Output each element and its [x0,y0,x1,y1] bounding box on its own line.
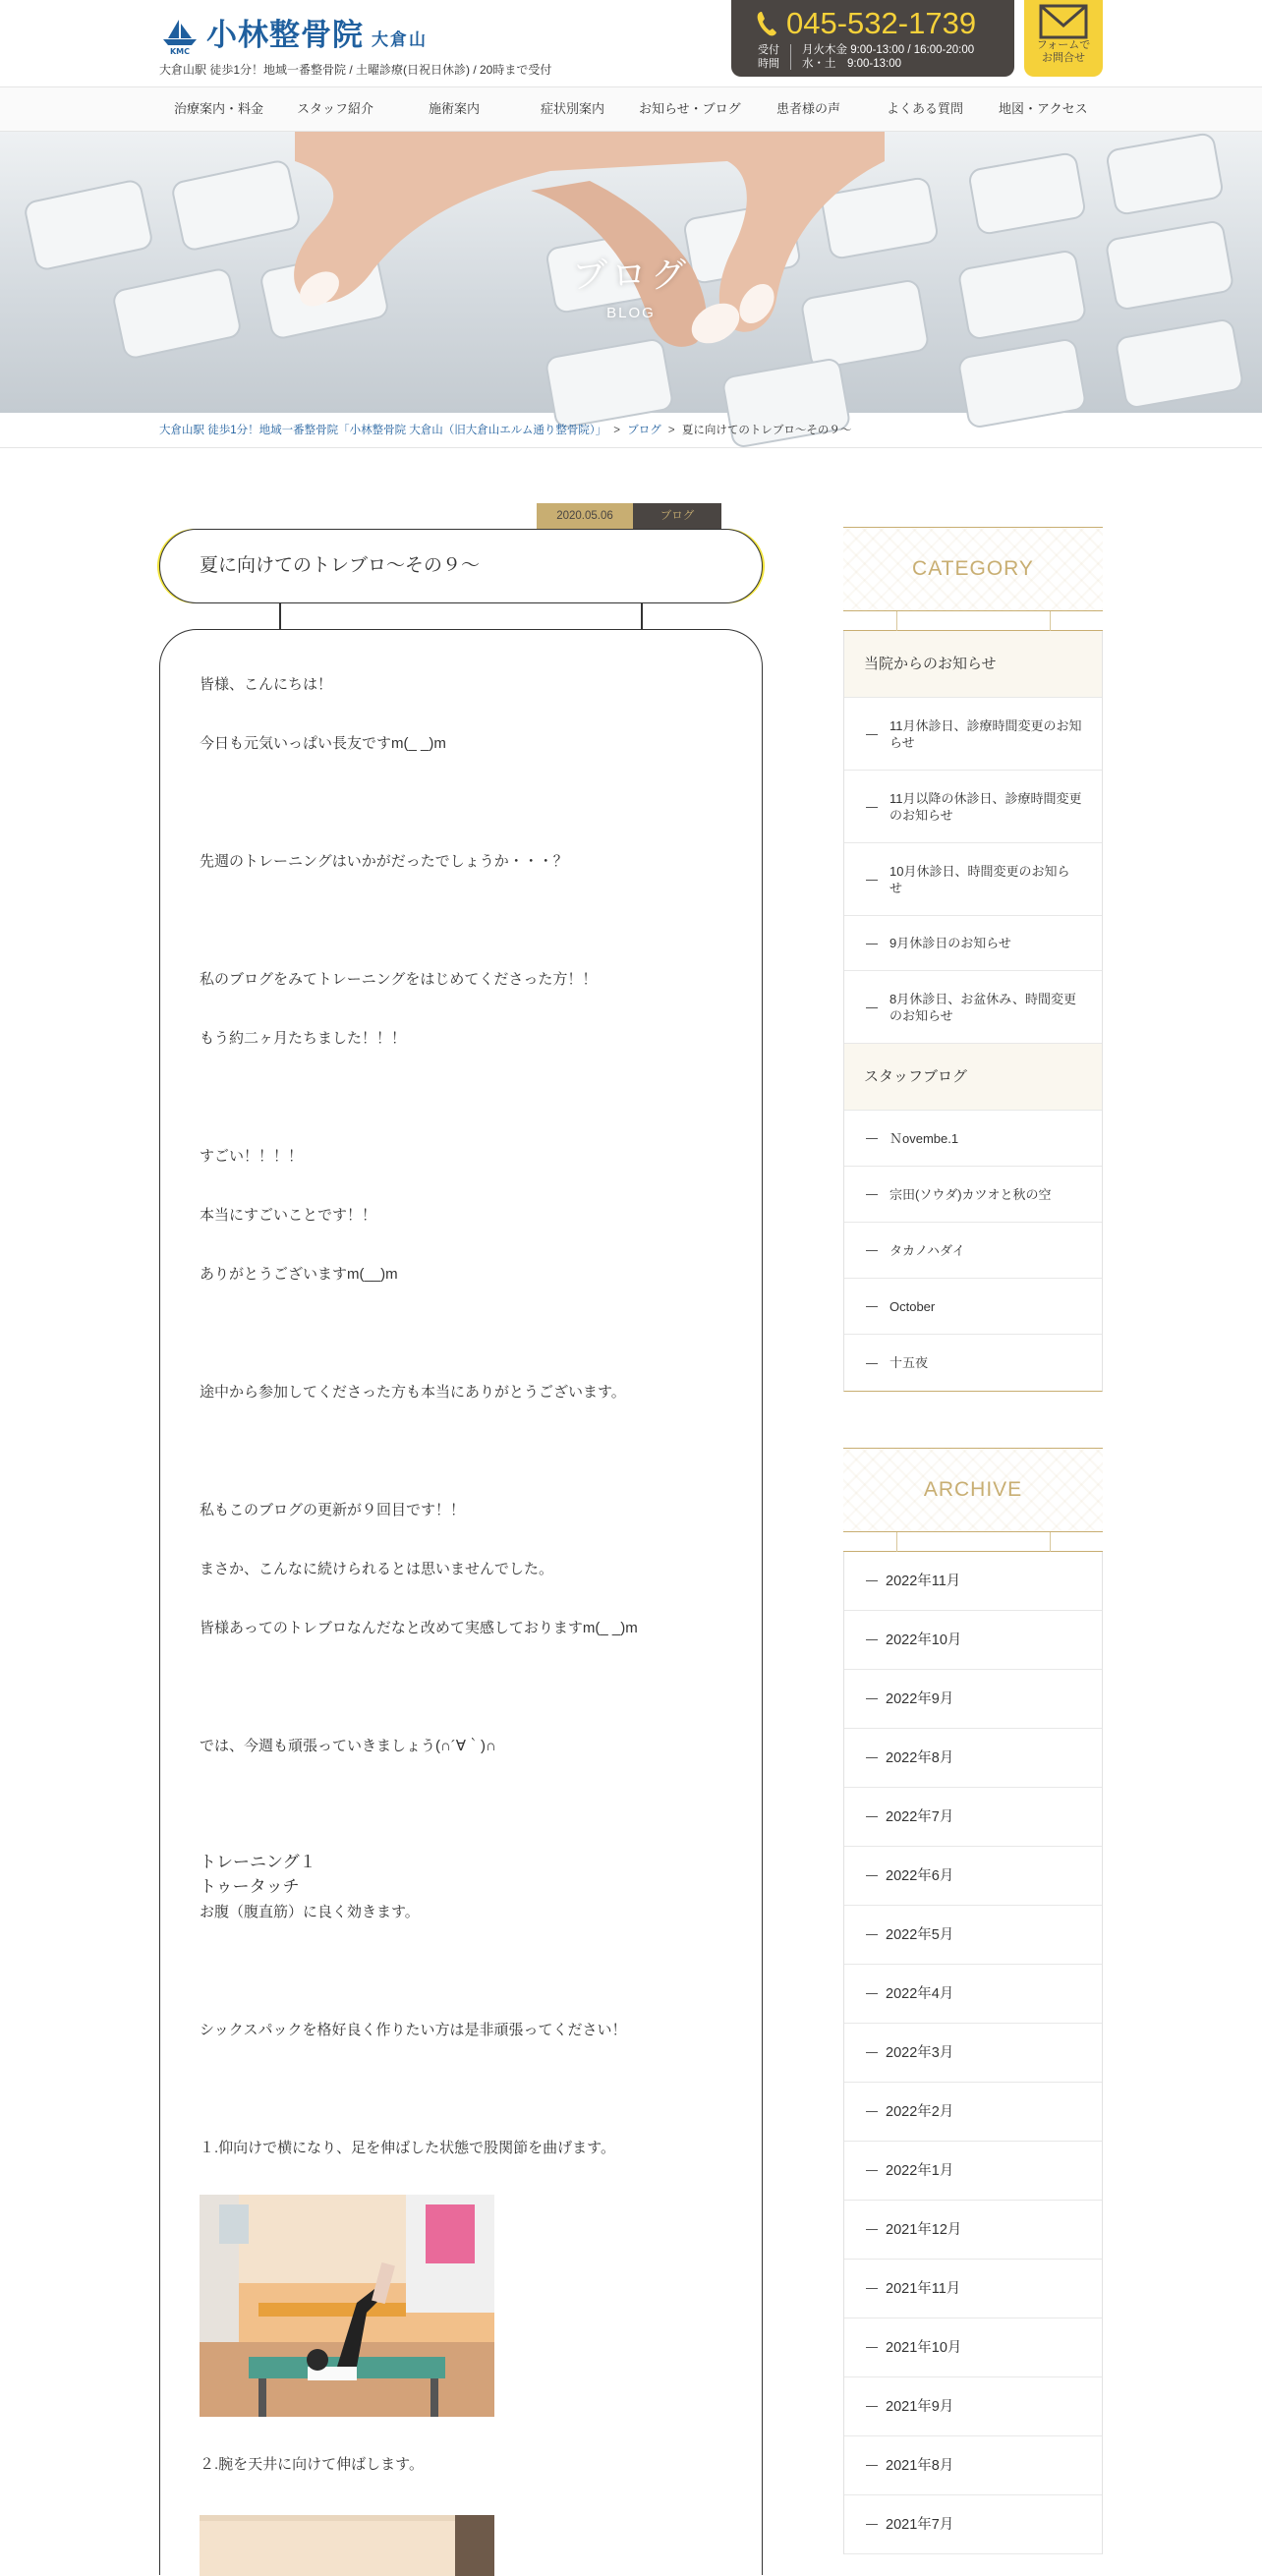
nav-news-blog[interactable]: お知らせ・ブログ [639,101,741,116]
envelope-icon [1039,4,1088,39]
category-item[interactable]: 8月休診日、お盆休み、時間変更のお知らせ [844,971,1102,1044]
archive-item[interactable]: 2022年5月 [844,1906,1102,1965]
archive-item[interactable]: 2022年7月 [844,1788,1102,1847]
post-paragraph: お腹（腹直筋）に良く効きます。 [200,1904,420,1920]
phone-contact[interactable] [731,0,1014,77]
archive-item[interactable]: 2022年2月 [844,2083,1102,2142]
post-paragraph: ありがとうございますm(__)m [200,1266,398,1283]
archive-item[interactable]: 2021年8月 [844,2436,1102,2495]
post-date: 2020.05.06 [537,503,633,529]
category-item[interactable]: 11月休診日、診療時間変更のお知らせ [844,698,1102,771]
breadcrumb [0,413,1262,448]
archive-item[interactable]: 2022年4月 [844,1965,1102,2024]
nav-symptoms[interactable]: 症状別案内 [541,101,605,116]
post-paragraph: 私のブログをみてトレーニングをはじめてくださった方！！ [200,971,598,988]
archive-item[interactable]: 2021年7月 [844,2495,1102,2554]
archive-heading: ARCHIVE [843,1448,1103,1532]
breadcrumb-current: 夏に向けてのトレブロ～その９～ [681,425,852,436]
archive-item[interactable]: 2022年11月 [844,1552,1102,1611]
post-paragraph: １.仰向けで横になり、足を伸ばした状態で股関節を曲げます。 [200,2140,615,2156]
nav-treatment-fees[interactable]: 治療案内・料金 [174,101,264,116]
title-connector [279,603,281,631]
nav-staff[interactable]: スタッフ紹介 [297,101,374,116]
post-paragraph: もう約二ヶ月たちました！！！ [200,1030,407,1047]
nav-services[interactable]: 施術案内 [429,101,481,116]
hours-label: 受付 時間 [758,44,779,70]
category-item[interactable]: 11月以降の休診日、診療時間変更のお知らせ [844,771,1102,843]
post-paragraph: トゥータッチ [200,1877,300,1896]
hero-subtitle: BLOG [606,305,656,321]
archive-item[interactable]: 2022年9月 [844,1670,1102,1729]
header-tagline: 大倉山駅 徒歩1分！地域一番整骨院 / 土曜診療(日祝日休診) / 20時まで受付 [159,63,552,77]
hero-banner [0,132,1262,413]
post-body [159,629,763,2575]
hero-title: ブログ [571,255,690,295]
category-heading: CATEGORY [843,527,1103,611]
category-group-staff-blog[interactable]: スタッフブログ [844,1044,1102,1111]
svg-text:KMC: KMC [169,47,191,56]
category-list [843,631,1103,1392]
logo-name: 小林整骨院 [206,18,364,53]
nav-access[interactable]: 地図・アクセス [999,101,1088,116]
phone-icon [755,10,778,37]
nav-testimonials[interactable]: 患者様の声 [776,101,841,116]
archive-item[interactable]: 2021年10月 [844,2318,1102,2377]
category-item[interactable]: 10月休診日、時間変更のお知らせ [844,843,1102,916]
archive-item[interactable]: 2022年1月 [844,2142,1102,2201]
archive-item[interactable]: 2022年3月 [844,2024,1102,2083]
archive-item[interactable]: 2022年8月 [844,1729,1102,1788]
title-connector [641,603,643,631]
category-item[interactable]: 十五夜 [844,1335,1102,1391]
post-paragraph: シックスパックを格好良く作りたい方は是非頑張ってください！ [200,2022,627,2038]
category-item[interactable]: タカノハダイ [844,1223,1102,1279]
post-paragraph: すごい！！！！ [200,1148,304,1165]
post-paragraph: 先週のトレーニングはいかがだったでしょうか・・・？ [200,853,568,870]
category-item[interactable]: October [844,1279,1102,1335]
business-hours: 月火木金 9:00-13:00 / 16:00-20:00 水・土 9:00-13:00 [802,44,975,70]
archive-item[interactable]: 2021年9月 [844,2377,1102,2436]
category-heading-deco [843,611,1103,631]
exercise-photo [200,2515,494,2576]
post-paragraph: まさか、こんなに続けられるとは思いませんでした。 [200,1561,554,1577]
archive-item[interactable]: 2022年10月 [844,1611,1102,1670]
post-paragraph: 皆様あってのトレブロなんだなと改めて実感しておりますm(_ _)m [200,1620,638,1636]
breadcrumb-blog[interactable]: ブログ [627,425,661,436]
logo-branch: 大倉山 [372,30,428,49]
site-logo[interactable] [159,12,428,55]
hours-divider [790,44,791,70]
post-paragraph: 途中から参加してくださった方も本当にありがとうございます。 [200,1384,626,1401]
post-paragraph: 本当にすごいことです！！ [200,1207,377,1224]
post-paragraph: 今日も元気いっぱい長友ですm(_ _)m [200,735,446,752]
category-item[interactable]: Ｎovembe.1 [844,1111,1102,1167]
category-item[interactable]: 宗田(ソウダ)カツオと秋の空 [844,1167,1102,1223]
category-group-notices[interactable]: 当院からのお知らせ [844,631,1102,698]
post-paragraph: では、今週も頑張っていきましょう(∩´∀｀)∩ [200,1738,496,1754]
contact-form-button[interactable] [1024,0,1103,77]
global-nav [0,86,1262,132]
category-item[interactable]: 9月休診日のお知らせ [844,916,1102,971]
post-category[interactable]: ブログ [633,503,721,529]
breadcrumb-separator: > [613,425,620,436]
post-paragraph: 私もこのブログの更新が９回目です！！ [200,1502,466,1518]
archive-item[interactable]: 2021年11月 [844,2260,1102,2318]
post-paragraph: トレーニング１ [200,1853,316,1871]
nav-faq[interactable]: よくある質問 [887,101,964,116]
archive-heading-deco [843,1532,1103,1552]
post-title-box [159,529,763,603]
ship-logo-icon [159,14,201,55]
post-title: 夏に向けてのトレブロ～その９～ [200,555,481,576]
contact-form-label: フォームで お問合せ [1036,39,1091,64]
phone-number: 045-532-1739 [786,6,977,40]
archive-item[interactable]: 2022年6月 [844,1847,1102,1906]
breadcrumb-separator: > [667,425,675,436]
post-paragraph: ２.腕を天井に向けて伸ばします。 [200,2456,424,2473]
site-header [0,0,1262,86]
post-paragraph: 皆様、こんにちは！ [200,676,333,693]
archive-list [843,1552,1103,2554]
breadcrumb-home[interactable]: 大倉山駅 徒歩1分！地域一番整骨院「小林整骨院 大倉山（旧大倉山エルム通り整骨院）」 [159,425,607,436]
exercise-photo [200,2195,494,2417]
archive-item[interactable]: 2021年12月 [844,2201,1102,2260]
